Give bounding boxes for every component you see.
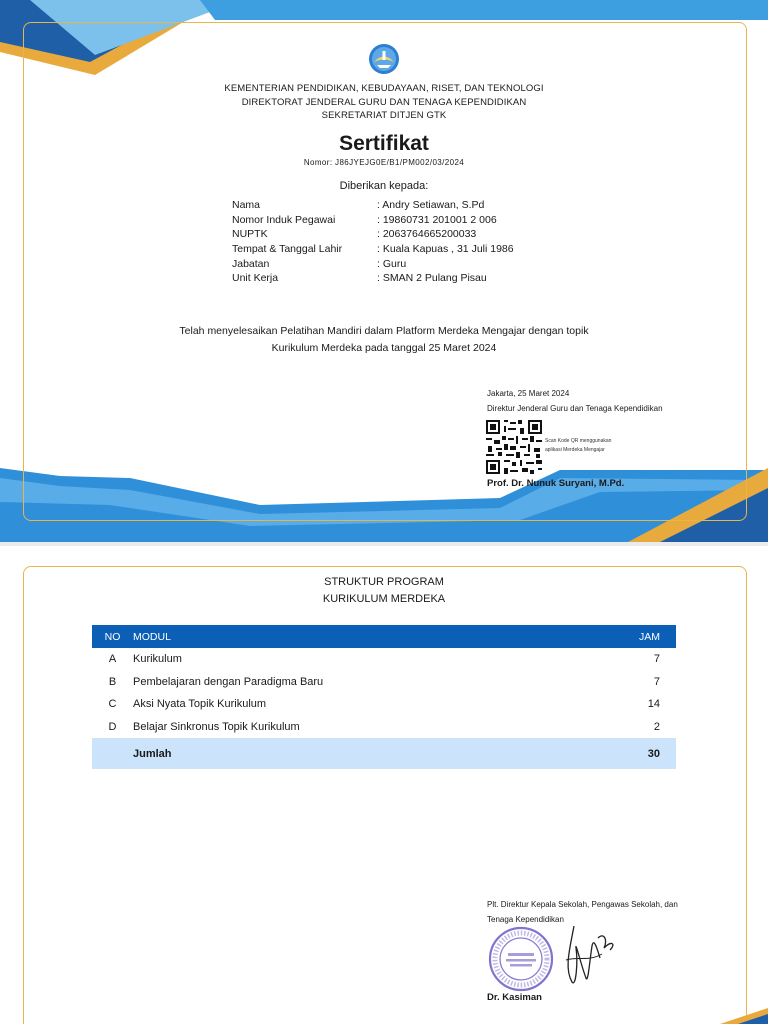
module-table — [92, 625, 676, 769]
bottom-right-decoration — [720, 1008, 768, 1024]
table-row: A Kurikulum 7 — [108, 653, 660, 666]
program-signer-title: Plt. Direktur Kepala Sekolah, Pengawas Sekolah, dan Tenaga Kependidikan — [487, 900, 678, 924]
recipient-info — [232, 198, 514, 286]
handwritten-signature-icon — [560, 918, 620, 990]
total-label: Jumlah — [133, 738, 602, 769]
info-row-nip: Nomor Induk Pegawai : 19860731 201001 2 006 — [232, 213, 497, 226]
certificate-title: Sertifikat — [339, 132, 429, 155]
info-row-birth: Tempat & Tanggal Lahir : Kuala Kapuas , 31 Juli 1986 — [232, 243, 514, 256]
total-hours: 30 — [602, 738, 676, 769]
info-row-nuptk: NUPTK : 2063764665200033 — [232, 228, 477, 241]
certificate-number: Nomor: J86JYEJG0E/B1/PM002/03/2024 — [303, 158, 465, 167]
secretariat-name: SEKRETARIAT DITJEN GTK — [321, 110, 447, 121]
header-hours: JAM — [602, 625, 676, 648]
official-stamp-icon — [488, 926, 554, 992]
table-row: B Pembelajaran dengan Paradigma Baru 7 — [108, 675, 660, 688]
info-row-name: Nama : Andry Setiawan, S.Pd — [232, 199, 485, 211]
qr-scan-note: Scan Kode QR menggunakan aplikasi Merdeka Mengajar — [545, 438, 612, 453]
info-row-position: Jabatan : Guru — [232, 257, 407, 270]
signer-name: Prof. Dr. Nunuk Suryani, M.Pd. — [487, 478, 625, 489]
signer-title: Direktur Jenderal Guru dan Tenaga Kependidikan — [487, 404, 663, 413]
header-no: NO — [92, 625, 133, 648]
ministry-header — [0, 82, 768, 123]
table-header — [92, 625, 676, 648]
tut-wuri-handayani-logo-icon — [368, 43, 400, 75]
table-row: C Aksi Nyata Topik Kurikulum 14 — [108, 698, 660, 711]
program-title: STRUKTUR PROGRAM KURIKULUM MERDEKA — [322, 576, 446, 605]
ministry-name: KEMENTERIAN PENDIDIKAN, KEBUDAYAAN, RISET, DAN TEKNOLOGI — [224, 83, 544, 94]
info-row-unit: Unit Kerja : SMAN 2 Pulang Pisau — [232, 272, 487, 285]
place-date: Jakarta, 25 Maret 2024 — [487, 389, 570, 398]
given-to-label: Diberikan kepada: — [339, 180, 429, 192]
directorate-name: DIREKTORAT JENDERAL GURU DAN TENAGA KEPENDIDIKAN — [241, 96, 527, 108]
program-structure-page — [0, 546, 768, 1024]
program-signer-name: Dr. Kasiman — [487, 992, 542, 1003]
completion-statement: Telah menyelesaikan Pelatihan Mandiri dalam Platform Merdeka Mengajar dengan topik Kurikulum Merdeka pada tanggal 25 Maret 2024 — [179, 325, 589, 354]
header-module: MODUL — [133, 625, 602, 648]
qr-code-icon — [486, 420, 542, 474]
table-row: D Belajar Sinkronus Topik Kurikulum 2 — [108, 720, 660, 733]
total-row — [92, 738, 676, 769]
